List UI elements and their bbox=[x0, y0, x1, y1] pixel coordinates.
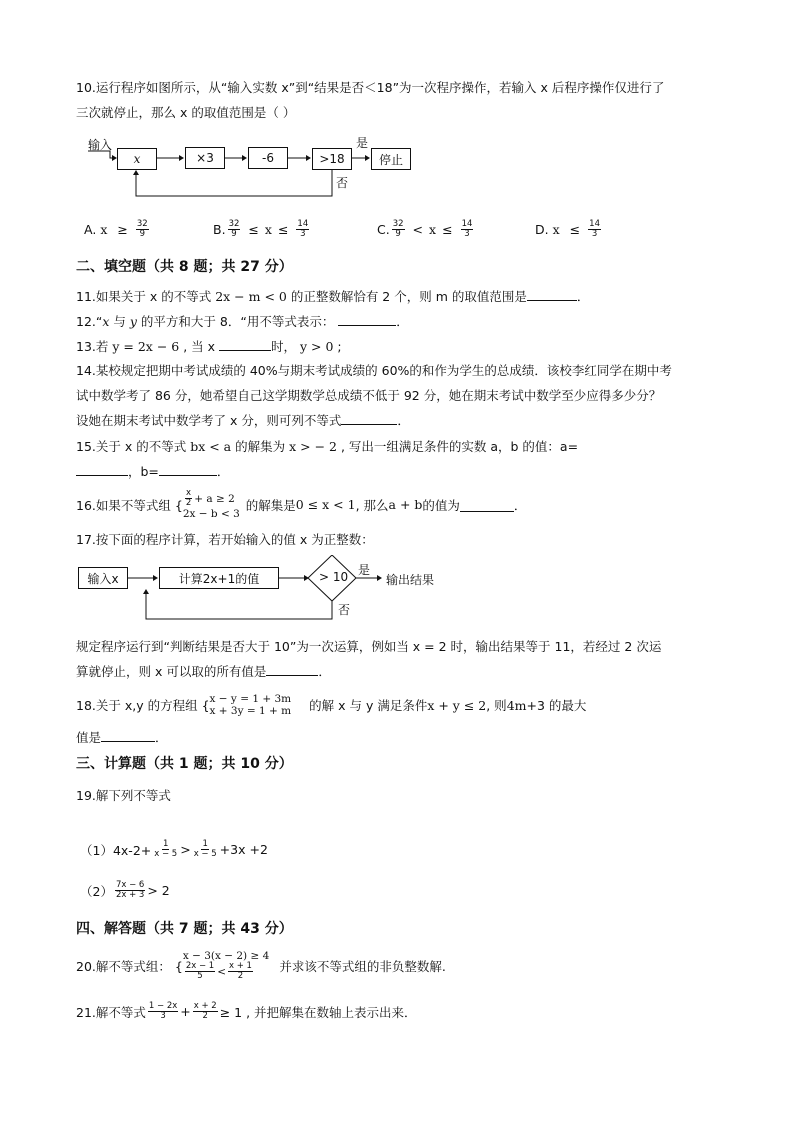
flow-no-label: 否 bbox=[336, 176, 349, 190]
section-2-heading: 二、填空题（共 8 题；共 27 分） bbox=[76, 259, 293, 275]
q11: 11.如果关于 x 的不等式 2x − m < 0 的正整数解恰有 2 个，则 m 的取值范围是 ． bbox=[76, 289, 590, 304]
q15-line2: ，b= ． bbox=[76, 462, 229, 482]
q17-line3: 算就停止，则 x 可以取的所有值是 ． bbox=[76, 664, 331, 679]
q10-option-b: B. $\frac{32}{9}$ ≤ x ≤ $\frac{14}{3}$ bbox=[213, 219, 309, 239]
q14-line2: 试中数学考了 86 分，她希望自己这学期数学总成绩不低于 92 分，她在期末考试中数学至少应得多少分？ bbox=[76, 388, 662, 403]
flow-times3-box: ×3 bbox=[185, 147, 225, 169]
flow17-arrows bbox=[76, 555, 456, 625]
q12: 12.“x 与 y 的平方和大于 8．“用不等式表示： ． bbox=[76, 314, 409, 329]
flow17-yes: 是 bbox=[358, 563, 371, 577]
section-4-heading: 四、解答题（共 7 题；共 43 分） bbox=[76, 921, 293, 937]
flow17-calc-box: 计算2x+1的值 bbox=[159, 567, 279, 589]
q14-blank[interactable] bbox=[341, 411, 397, 425]
q16-blank[interactable] bbox=[460, 498, 514, 512]
flow-gt18-box: >18 bbox=[312, 148, 352, 170]
flow17-cond: > 10 bbox=[319, 570, 349, 584]
q10-option-a: A. x ≥ $\frac{32}{9}$ bbox=[84, 219, 148, 239]
flow17-input-box: 输入x bbox=[78, 567, 128, 589]
flow17-no: 否 bbox=[338, 603, 351, 617]
flow-input-label: 输入 bbox=[88, 138, 113, 152]
q10-option-d: D. x ≤ $\frac{14}{3}$ bbox=[535, 219, 600, 239]
q17-blank[interactable] bbox=[266, 662, 318, 676]
q15-line1: 15.关于 x 的不等式 bx < a 的解集为 x > − 2 , 写出一组满足条件的实数 a，b 的值：a= bbox=[76, 439, 579, 454]
flow-minus6-box: -6 bbox=[248, 147, 288, 169]
q12-blank[interactable] bbox=[338, 312, 396, 326]
q20: 20.解不等式组： { x − 3(x − 2) ≥ 4 $\frac{2x - 1}{5}$ < $\frac{x + 1}{2}$ 并求该不等式组的非负整数解. bbox=[76, 950, 446, 981]
q10-line2: 三次就停止，那么 x 的取值范围是（ ） bbox=[76, 105, 296, 120]
section-3-heading: 三、计算题（共 1 题；共 10 分） bbox=[76, 756, 293, 772]
q19-part1: （1）4x-2+ $\frac{1}{x - 5}$ > $\frac{1}{x - 5}$ +3x +2 bbox=[80, 839, 268, 859]
q15-blank-a[interactable] bbox=[76, 462, 128, 476]
q17-line2: 规定程序运行到“判断结果是否大于 10”为一次运算，例如当 x = 2 时，输出结果等于 11，若经过 2 次运 bbox=[76, 639, 662, 654]
q19-title: 19.解下列不等式 bbox=[76, 788, 171, 803]
q10-flowchart bbox=[80, 134, 420, 204]
q13-blank[interactable] bbox=[219, 337, 271, 351]
q17-flowchart bbox=[76, 555, 456, 625]
q10-line1: 10.运行程序如图所示，从“输入实数 x”到“结果是否＜18”为一次程序操作，若输入 x 后程序操作仅进行了 bbox=[76, 80, 665, 95]
flow-arrows bbox=[80, 134, 420, 204]
q19-part2: （2） $\frac{7x - 6}{2x + 3}$ > 2 bbox=[80, 880, 170, 900]
flow-x-box: x bbox=[117, 148, 157, 170]
flow17-output: 输出结果 bbox=[386, 573, 435, 587]
q14-line3: 设她在期末考试中数学考了 x 分，则可列不等式 ． bbox=[76, 413, 410, 428]
q15-blank-b[interactable] bbox=[159, 462, 217, 476]
q11-blank[interactable] bbox=[527, 287, 577, 301]
q16: 16.如果不等式组 { $\frac{x}{2}$ + a ≥ 2 2x − b < 3 的解集是 0 ≤ x < 1 , 那么 a + b 的值为 ． bbox=[76, 488, 527, 520]
q14-line1: 14.某校规定把期中考试成绩的 40%与期末考试成绩的 60%的和作为学生的总成绩．该校李红同学在期中考 bbox=[76, 363, 672, 378]
q17-line1: 17.按下面的程序计算，若开始输入的值 x 为正整数： bbox=[76, 532, 374, 547]
q18-line1: 18.关于 x,y 的方程组 { x − y = 1 + 3m x + 3y = 1 + m 的解 x 与 y 满足条件 x + y ≤ 2 , 则 4m +3 的最大 bbox=[76, 693, 587, 717]
flow-yes-label: 是 bbox=[356, 136, 369, 150]
q21: 21.解不等式 $\frac{1 - 2x}{3}$ + $\frac{x + 2}{2}$ ≥ 1 , 并把解集在数轴上表示出来． bbox=[76, 1001, 417, 1021]
q18-line2: 值是 ． bbox=[76, 730, 168, 745]
q13: 13.若 y = 2x − 6 , 当 x 时， y > 0 ; bbox=[76, 339, 342, 354]
q18-blank[interactable] bbox=[101, 728, 155, 742]
q10-option-c: C. $\frac{32}{9}$ < x ≤ $\frac{14}{3}$ bbox=[377, 219, 473, 239]
flow-stop-box: 停止 bbox=[371, 148, 411, 170]
